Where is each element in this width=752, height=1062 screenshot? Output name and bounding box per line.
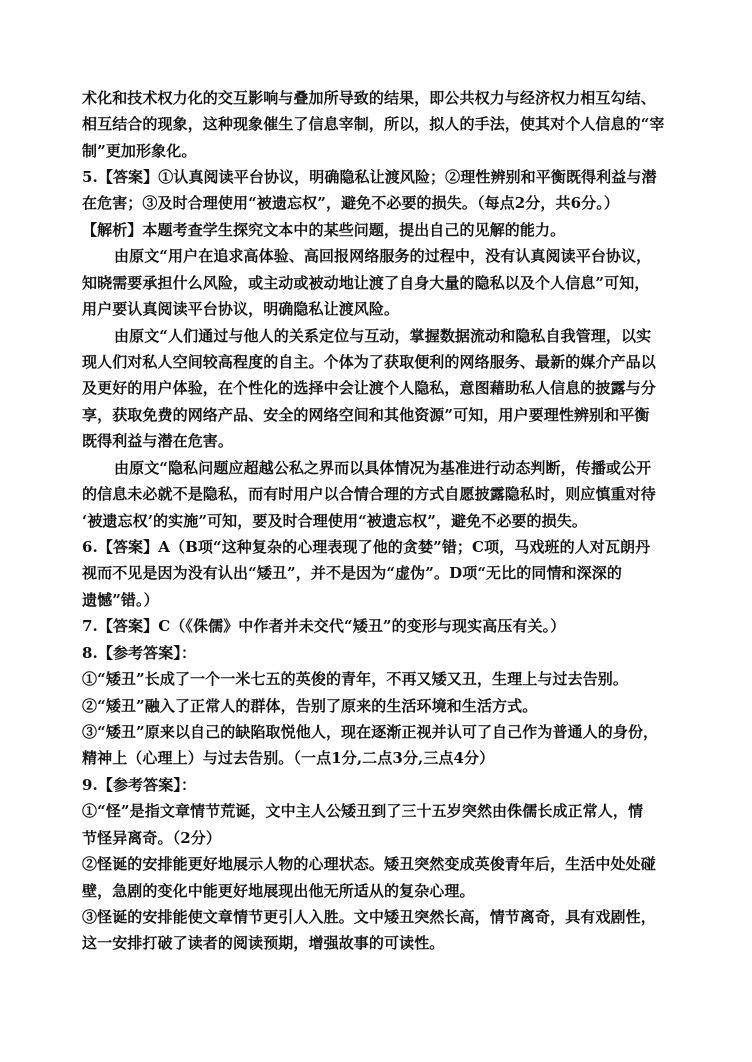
answer-9-line: ①“怪”是指文章情节荒诞，文中主人公矮丑到了三十五岁突然由侏儒长成正常人，情 (82, 802, 644, 820)
answer-8-line: ②“矮丑”融入了正常人的群体，告别了原来的生活环境和生活方式。 (82, 697, 538, 715)
answer-8-heading: 8.【参考答案】： (82, 644, 197, 662)
paragraph-line: 制”更加形象化。 (82, 142, 197, 160)
answer-9-line: ②怪诞的安排能更好地展示人物的心理状态。矮丑突然变成英俊青年后，生活中处处碰 (82, 855, 656, 873)
analysis-line: 现人们对私人空间较高程度的自主。个体为了获取便利的网络服务、最新的媒介产品以 (82, 353, 656, 371)
answer-8-line: ①“矮丑”长成了一个一米七五的英俊的青年，不再又矮又丑，生理上与过去告别。 (82, 670, 628, 688)
analysis-line: 的信息未必就不是隐私，而有时用户以合情合理的方式自愿披露隐私时，则应慎重对待 (82, 485, 656, 503)
answer-5-line: 在危害；③及时合理使用“被遗忘权”，避免不必要的损失。（每点2分，共6分。） (82, 194, 619, 212)
analysis-line: 用户要认真阅读平台协议，明确隐私让渡风险。 (82, 300, 400, 318)
analysis-line: 知晓需要承担什么风险，或主动或被动地让渡了自身大量的隐私以及个人信息”可知， (82, 274, 650, 292)
analysis-line: 由原文“隐私问题应超越公私之界而以具体情况为基准进行动态判断，传播或公开 (114, 459, 652, 477)
analysis-line: 及更好的用户体验，在个性化的选择中会让渡个人隐私，意图藉助私人信息的披露与分 (82, 379, 656, 397)
answer-9-line: 节怪异离奇。（2分） (82, 829, 221, 847)
answer-6-line: 6.【答案】A（B项“这种复杂的心理表现了他的贪婪”错；C项，马戏班的人对瓦朗丹 (82, 538, 651, 556)
answer-8-line: 精神上（心理上）与过去告别。（一点1分,二点3分,三点4分） (82, 749, 495, 767)
analysis-line: 既得利益与潜在危害。 (82, 432, 234, 450)
answer-6-line: 遗憾”错。） (82, 591, 159, 609)
analysis-line: 由原文“用户在追求高体验、高回报网络服务的过程中，没有认真阅读平台协议， (114, 247, 652, 265)
analysis-heading: 【解析】本题考查学生探究文本中的某些问题，提出自己的见解的能力。 (82, 221, 566, 239)
analysis-line: ‘被遗忘权’的实施”可知，要及时合理使用“被遗忘权”，避免不必要的损失。 (82, 512, 587, 530)
answer-5-line: 5.【答案】①认真阅读平台协议，明确隐私让渡风险；②理性辨别和平衡既得利益与潜 (82, 168, 657, 186)
answer-9-line: 这一安排打破了读者的阅读预期，增强故事的可读性。 (82, 934, 445, 952)
paragraph-line: 术化和技术权力化的交互影响与叠加所导致的结果，即公共权力与经济权力相互勾结、 (82, 89, 656, 107)
answer-9-line: 壁，急剧的变化中能更好地展现出他无所适从的复杂心理。 (82, 882, 475, 900)
answer-7-line: 7.【答案】C（《侏儒》中作者并未交代“矮丑”的变形与现实高压有关。） (82, 617, 566, 635)
answer-8-line: ③“矮丑”原来以自己的缺陷取悦他人，现在逐渐正视并认可了自己作为普通人的身份， (82, 723, 659, 741)
analysis-line: 由原文“人们通过与他人的关系定位与互动，掌握数据流动和隐私自我管理，以实 (114, 327, 652, 345)
answer-9-heading: 9.【参考答案】： (82, 776, 197, 794)
answer-6-line: 视而不见是因为没有认出“矮丑”，并不是因为“虚伪”。D项“无比的同情和深深的 (82, 564, 622, 582)
analysis-line: 享，获取免费的网络产品、安全的网络空间和其他资源”可知，用户要理性辨别和平衡 (82, 406, 650, 424)
answer-9-line: ③怪诞的安排能使文章情节更引人入胜。文中矮丑突然长高，情节离奇，具有戏剧性， (82, 908, 656, 926)
paragraph-line: 相互结合的现象，这种现象催生了信息宰制，所以，拟人的手法，使其对个人信息的“宰 (82, 115, 665, 133)
